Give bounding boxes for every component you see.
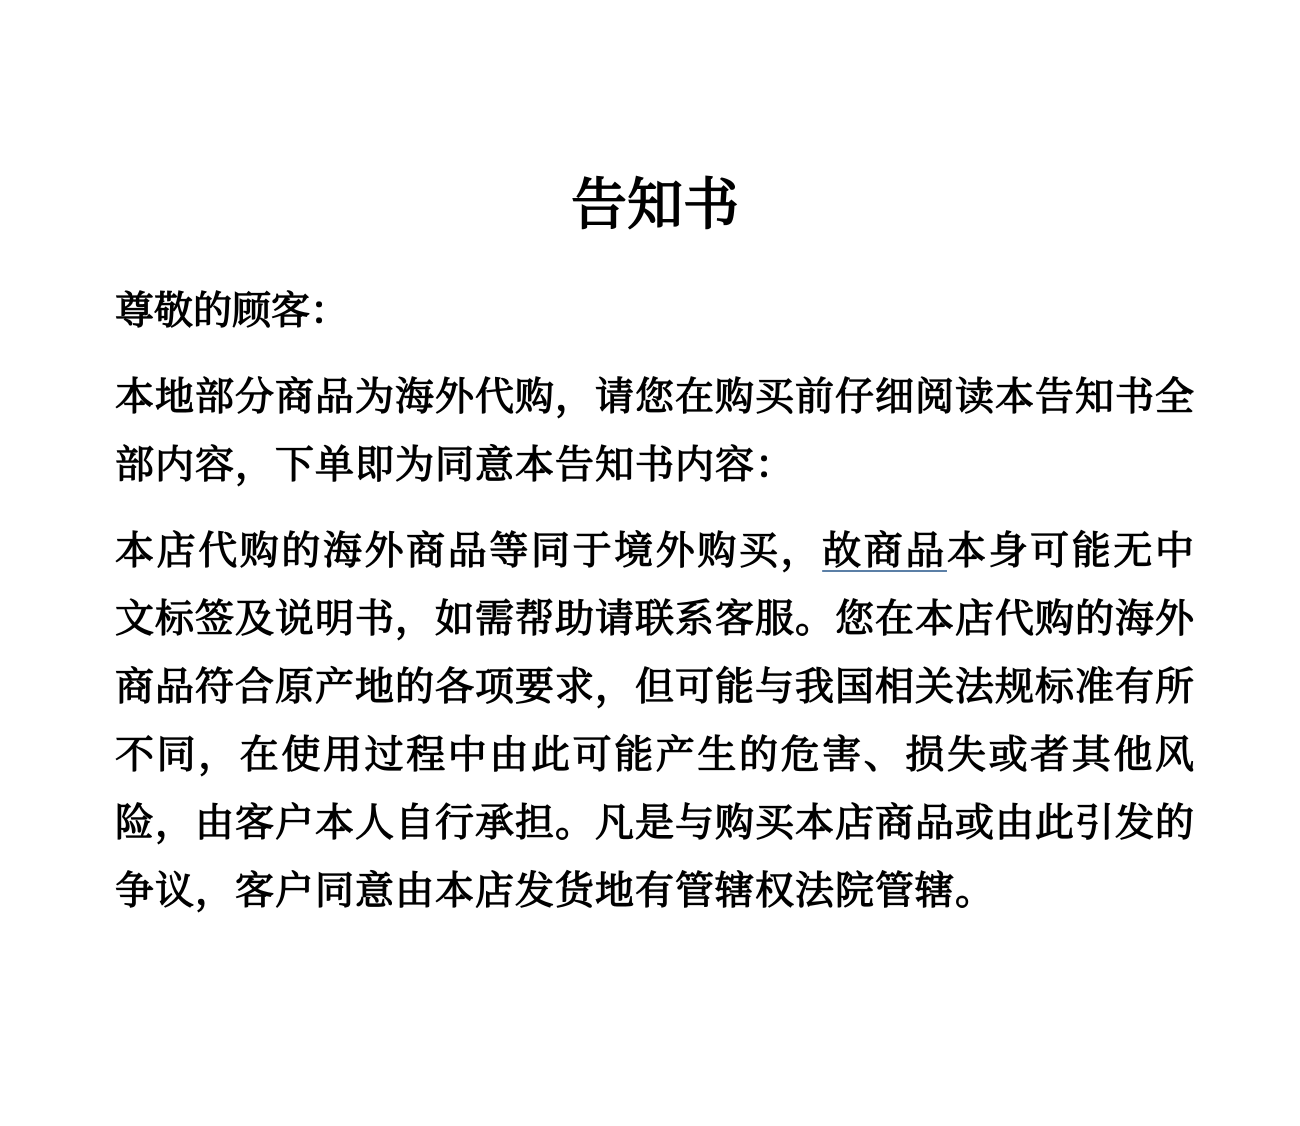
- disclaimer-paragraph: [115, 518, 1195, 926]
- document-title: 告知书: [571, 173, 739, 238]
- underlined-phrase: 故商品: [822, 529, 947, 574]
- salutation: 尊敬的顾客：: [115, 289, 350, 334]
- intro-paragraph: 本地部分商品为海外代购，请您在购买前仔细阅读本告知书全部内容，下单即为同意本告知书内容：: [115, 375, 1196, 488]
- disclaimer-text-rest: 本身可能无中文标签及说明书，如需帮助请联系客服。您在本店代购的海外商品符合原产地的各项要求，但可能与我国相关法规标准有所不同，在使用过程中由此可能产生的危害、损失或者其他风险，由客户本人自行承担。凡是与购买本店商品或由此引发的争议，客户同意由本店发货地有管辖权法院管辖。: [115, 529, 1196, 914]
- disclaimer-text-start: 本店代购的海外商品等同于境外购买，: [115, 529, 823, 574]
